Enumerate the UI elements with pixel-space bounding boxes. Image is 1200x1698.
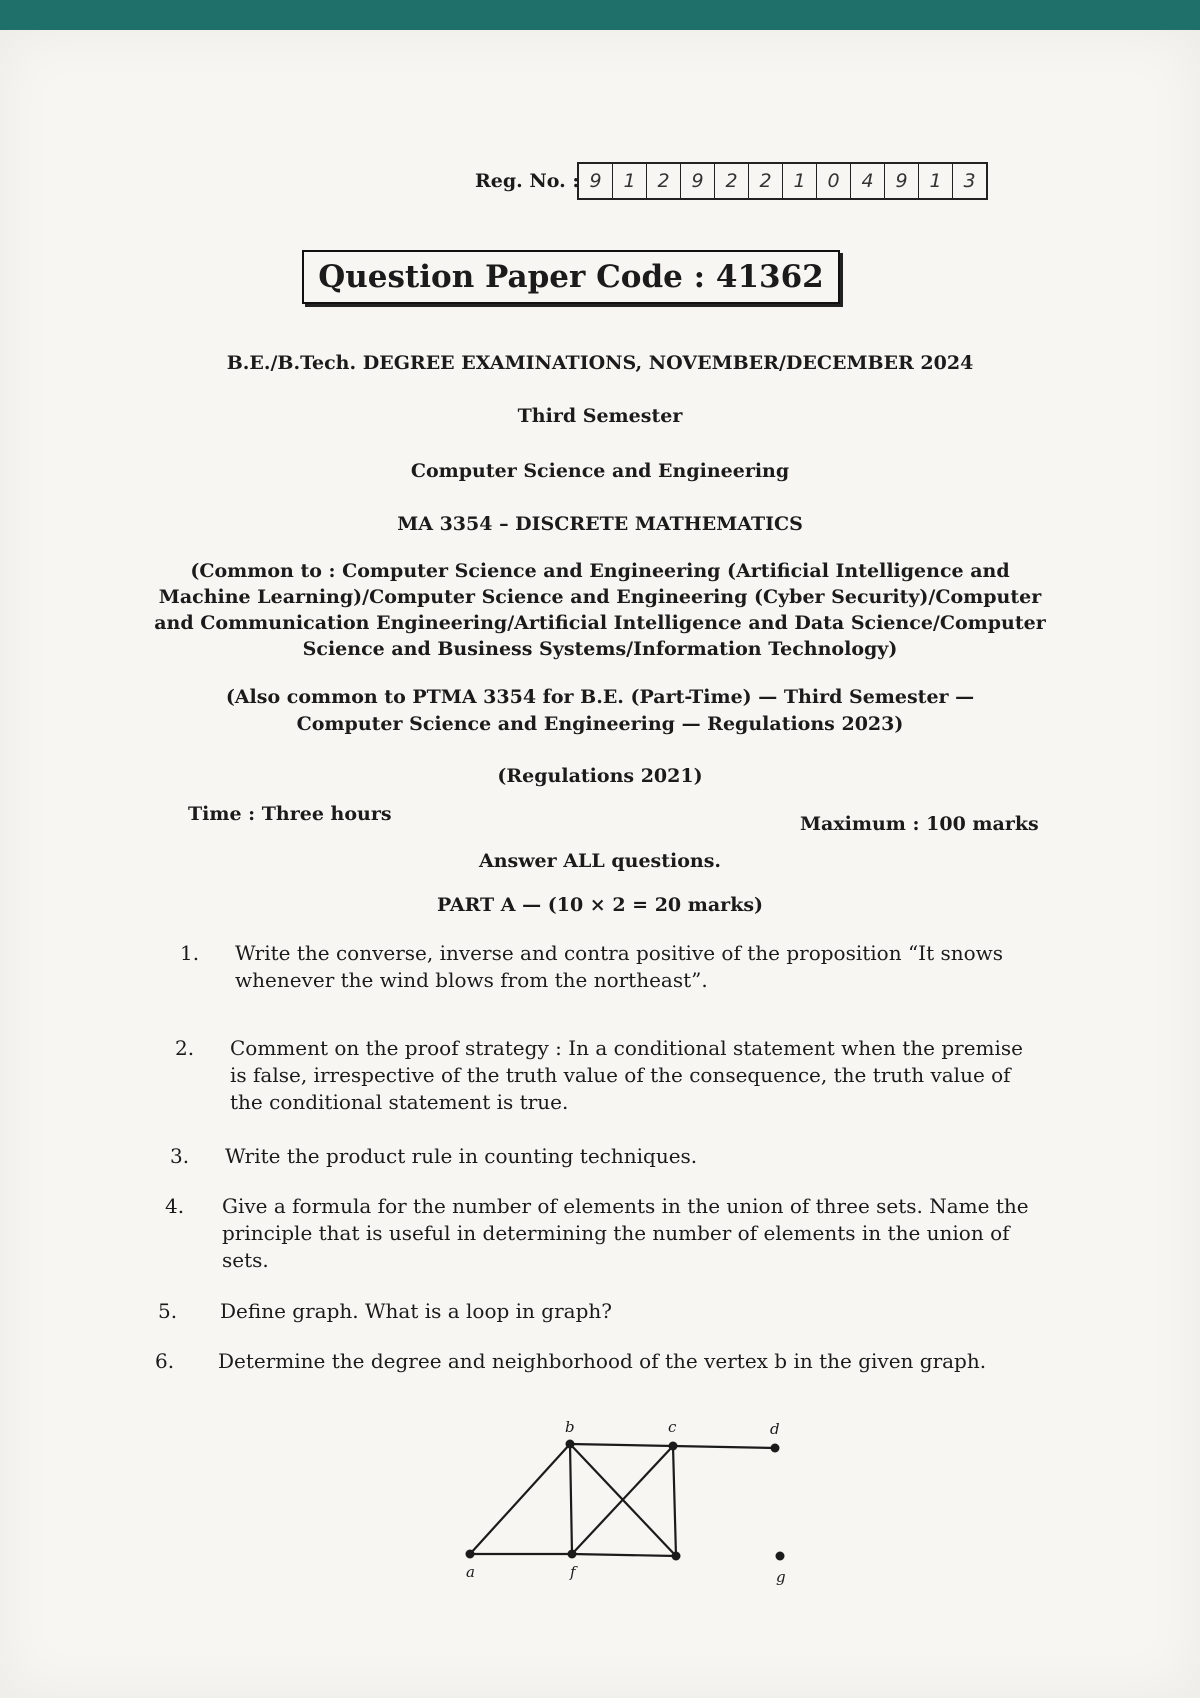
subject-title: MA 3354 – DISCRETE MATHEMATICS bbox=[397, 513, 803, 535]
reg-digit: 1 bbox=[783, 164, 817, 198]
vertex-g bbox=[776, 1552, 785, 1561]
instruction: Answer ALL questions. bbox=[478, 850, 722, 872]
reg-digit: 1 bbox=[613, 164, 647, 198]
reg-digit: 2 bbox=[715, 164, 749, 198]
exam-paper bbox=[0, 30, 1200, 1698]
also-common-block bbox=[0, 684, 1200, 738]
vertex-c bbox=[669, 1442, 678, 1451]
reg-no-label: Reg. No. : bbox=[475, 170, 580, 192]
vertex-label-c: c bbox=[668, 1418, 677, 1436]
time-allowed: Time : Three hours bbox=[188, 803, 392, 825]
question-line: principle that is useful in determining the number of elements in the union of bbox=[222, 1221, 1010, 1245]
edge-f-e bbox=[572, 1554, 676, 1556]
branch: Computer Science and Engineering bbox=[410, 460, 790, 482]
question-text bbox=[222, 1193, 1092, 1274]
question-text bbox=[220, 1298, 1080, 1325]
edge-c-e bbox=[673, 1446, 676, 1556]
common-to-block bbox=[0, 558, 1200, 662]
question-line: Define graph. What is a loop in graph? bbox=[220, 1299, 612, 1323]
question-number: 3. bbox=[170, 1144, 190, 1168]
question-text bbox=[225, 1143, 1065, 1170]
question-line: Comment on the proof strategy : In a conditional statement when the premise bbox=[230, 1036, 1023, 1060]
question-line: Write the product rule in counting techniques. bbox=[225, 1144, 698, 1168]
question-number: 2. bbox=[175, 1036, 195, 1060]
exam-title: B.E./B.Tech. DEGREE EXAMINATIONS, NOVEMBER/DECEMBER 2024 bbox=[226, 352, 974, 374]
also-common-line: (Also common to PTMA 3354 for B.E. (Part-Time) — Third Semester — bbox=[225, 686, 975, 708]
vertex-f bbox=[568, 1550, 577, 1559]
reg-digit: 1 bbox=[919, 164, 953, 198]
part-a-heading: PART A — (10 × 2 = 20 marks) bbox=[436, 894, 764, 916]
question-number: 5. bbox=[158, 1299, 178, 1323]
question-line: is false, irrespective of the truth value of the consequence, the truth value of bbox=[230, 1063, 1011, 1087]
edge-b-c bbox=[570, 1444, 673, 1446]
reg-no-boxes bbox=[577, 162, 988, 200]
common-to-line: Science and Business Systems/Information Technology) bbox=[302, 638, 898, 660]
common-to-line: Machine Learning)/Computer Science and Engineering (Cyber Security)/Computer bbox=[158, 586, 1042, 608]
reg-digit: 4 bbox=[851, 164, 885, 198]
reg-digit: 9 bbox=[681, 164, 715, 198]
maximum-marks: Maximum : 100 marks bbox=[800, 813, 1039, 835]
question-line: Determine the degree and neighborhood of the vertex b in the given graph. bbox=[218, 1349, 987, 1373]
also-common-line: Computer Science and Engineering — Regulations 2023) bbox=[296, 713, 904, 735]
vertex-label-b: b bbox=[565, 1418, 575, 1436]
semester: Third Semester bbox=[517, 405, 683, 427]
question-number: 4. bbox=[165, 1194, 185, 1218]
reg-digit: 3 bbox=[963, 170, 976, 192]
question-number: 6. bbox=[155, 1349, 175, 1373]
reg-digit: 9 bbox=[885, 164, 919, 198]
edge-a-b bbox=[470, 1444, 570, 1554]
regulations: (Regulations 2021) bbox=[497, 765, 703, 787]
common-to-line: and Communication Engineering/Artificial Intelligence and Data Science/Computer bbox=[154, 612, 1046, 634]
vertex-label-a: a bbox=[466, 1563, 475, 1581]
graph-figure bbox=[450, 1370, 810, 1600]
question-text bbox=[230, 1035, 1070, 1116]
question-line: the conditional statement is true. bbox=[230, 1090, 569, 1114]
question-number: 1. bbox=[180, 941, 200, 965]
question-line: Give a formula for the number of elements in the union of three sets. Name the bbox=[222, 1194, 1029, 1218]
question-line: sets. bbox=[222, 1248, 269, 1272]
vertex-label-g: g bbox=[776, 1568, 786, 1586]
vertex-a bbox=[466, 1550, 475, 1559]
edge-b-f bbox=[570, 1444, 572, 1554]
edge-c-d bbox=[673, 1446, 775, 1448]
question-line: Write the converse, inverse and contra positive of the proposition “It snows bbox=[235, 941, 1004, 965]
reg-digit: 2 bbox=[647, 164, 681, 198]
question-line: whenever the wind blows from the northeast”. bbox=[235, 968, 708, 992]
reg-digit: 2 bbox=[749, 164, 783, 198]
reg-digit: 9 bbox=[579, 164, 613, 198]
common-to-line: (Common to : Computer Science and Engineering (Artificial Intelligence and bbox=[190, 560, 1010, 582]
vertex-b bbox=[566, 1440, 575, 1449]
question-text bbox=[235, 940, 1055, 994]
question-paper-code: Question Paper Code : 41362 bbox=[302, 250, 840, 304]
vertex-e bbox=[672, 1552, 681, 1561]
reg-digit: 0 bbox=[817, 164, 851, 198]
vertex-label-d: d bbox=[770, 1420, 780, 1438]
vertex-d bbox=[771, 1444, 780, 1453]
vertex-label-f: f bbox=[570, 1563, 576, 1581]
